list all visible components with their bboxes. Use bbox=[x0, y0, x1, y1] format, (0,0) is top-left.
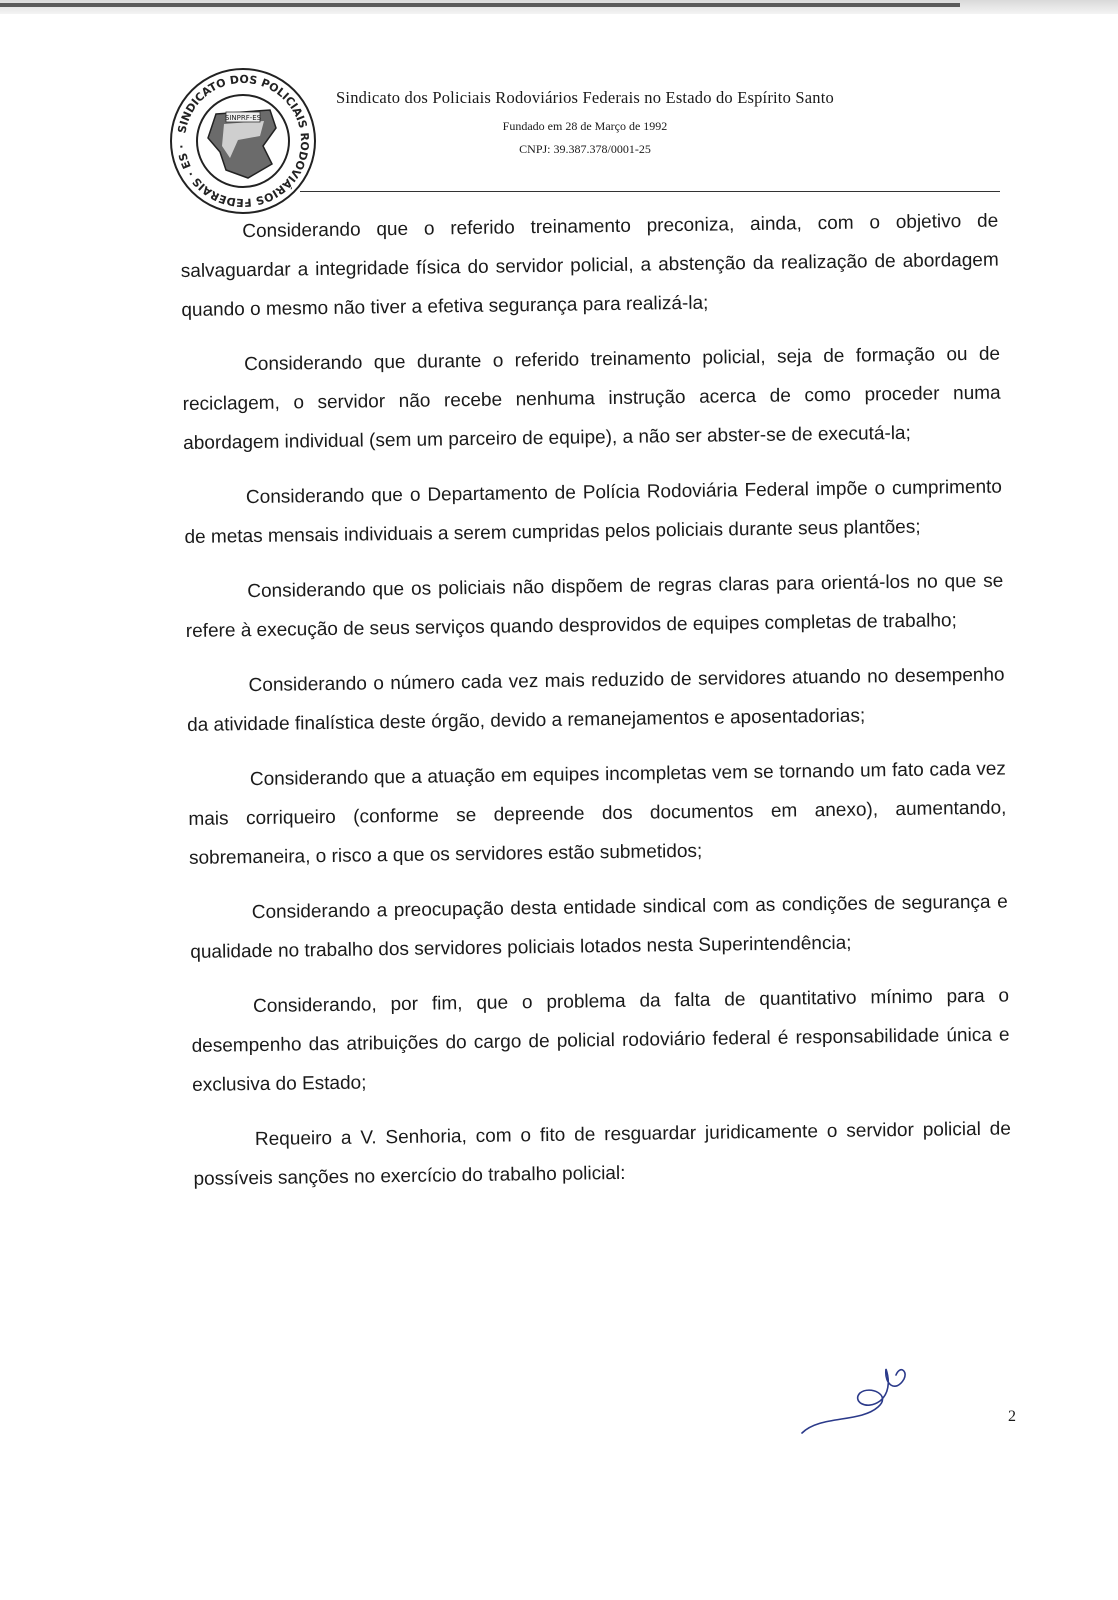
page-number: 2 bbox=[1008, 1408, 1016, 1425]
paragraph: Considerando que o referido treinamento preconiza, ainda, com o objetivo de salvaguardar a integridade física do servidor policial, a abstenção da realização de abordagem quando o mesmo não tiver a efetiva segurança para realizá-la; bbox=[180, 210, 999, 321]
letterhead bbox=[300, 88, 870, 157]
cnpj-number: CNPJ: 39.387.378/0001-25 bbox=[519, 142, 651, 156]
paragraph: Requeiro a V. Senhoria, com o fito de resguardar juridicamente o servidor policial de possíveis sanções no exercício do trabalho policial: bbox=[193, 1118, 1012, 1190]
svg-text:SINDICATO DOS POLICIAIS RODOVI: SINDICATO DOS POLICIAIS RODOVIÁRIOS FEDERAIS · ES · bbox=[175, 72, 312, 210]
document-body bbox=[180, 202, 1012, 1215]
svg-text:SINPRF-ES: SINPRF-ES bbox=[224, 114, 262, 122]
paragraph: Considerando que o Departamento de Polícia Rodoviária Federal impõe o cumprimento de metas mensais individuais a serem cumpridas pelos policiais durante seus plantões; bbox=[184, 476, 1003, 548]
handwritten-initials bbox=[800, 1345, 920, 1440]
organization-name: Sindicato dos Policiais Rodoviários Federais no Estado do Espírito Santo bbox=[336, 88, 834, 107]
paragraph: Considerando a preocupação desta entidade sindical com as condições de segurança e qualidade no trabalho dos servidores policiais lotados nesta Superintendência; bbox=[190, 891, 1008, 963]
founded-date: Fundado em 28 de Março de 1992 bbox=[502, 119, 668, 133]
paragraph: Considerando que os policiais não dispõem de regras claras para orientá-los no que se refere à execução de seus serviços quando desprovidos de equipes completas de trabalho; bbox=[185, 570, 1004, 642]
paragraph: Considerando que durante o referido treinamento policial, seja de formação ou de reciclagem, o servidor não recebe nenhuma instrução acerca de como proceder numa abordagem individual (sem um parceiro de equipe), a não ser abster-se de executá-la; bbox=[182, 343, 1001, 454]
paragraph: Considerando o número cada vez mais reduzido de servidores atuando no desempenho da atividade finalística deste órgão, devido a remanejamentos e aposentadorias; bbox=[187, 664, 1005, 736]
union-seal-logo bbox=[168, 66, 318, 216]
paragraph: Considerando que a atuação em equipes incompletas vem se tornando um fato cada vez mais corriqueiro (conforme se depreende dos documentos em anexo), aumentando, sobremaneira, o risco a que os servidores estão submetidos; bbox=[188, 758, 1007, 869]
paragraph: Considerando, por fim, que o problema da falta de quantitativo mínimo para o desempenho das atribuições do cargo de policial rodoviário federal é responsabilidade única e exclusiva do Estado; bbox=[191, 985, 1010, 1096]
scan-top-rule bbox=[0, 3, 960, 7]
header-divider bbox=[300, 191, 1000, 192]
